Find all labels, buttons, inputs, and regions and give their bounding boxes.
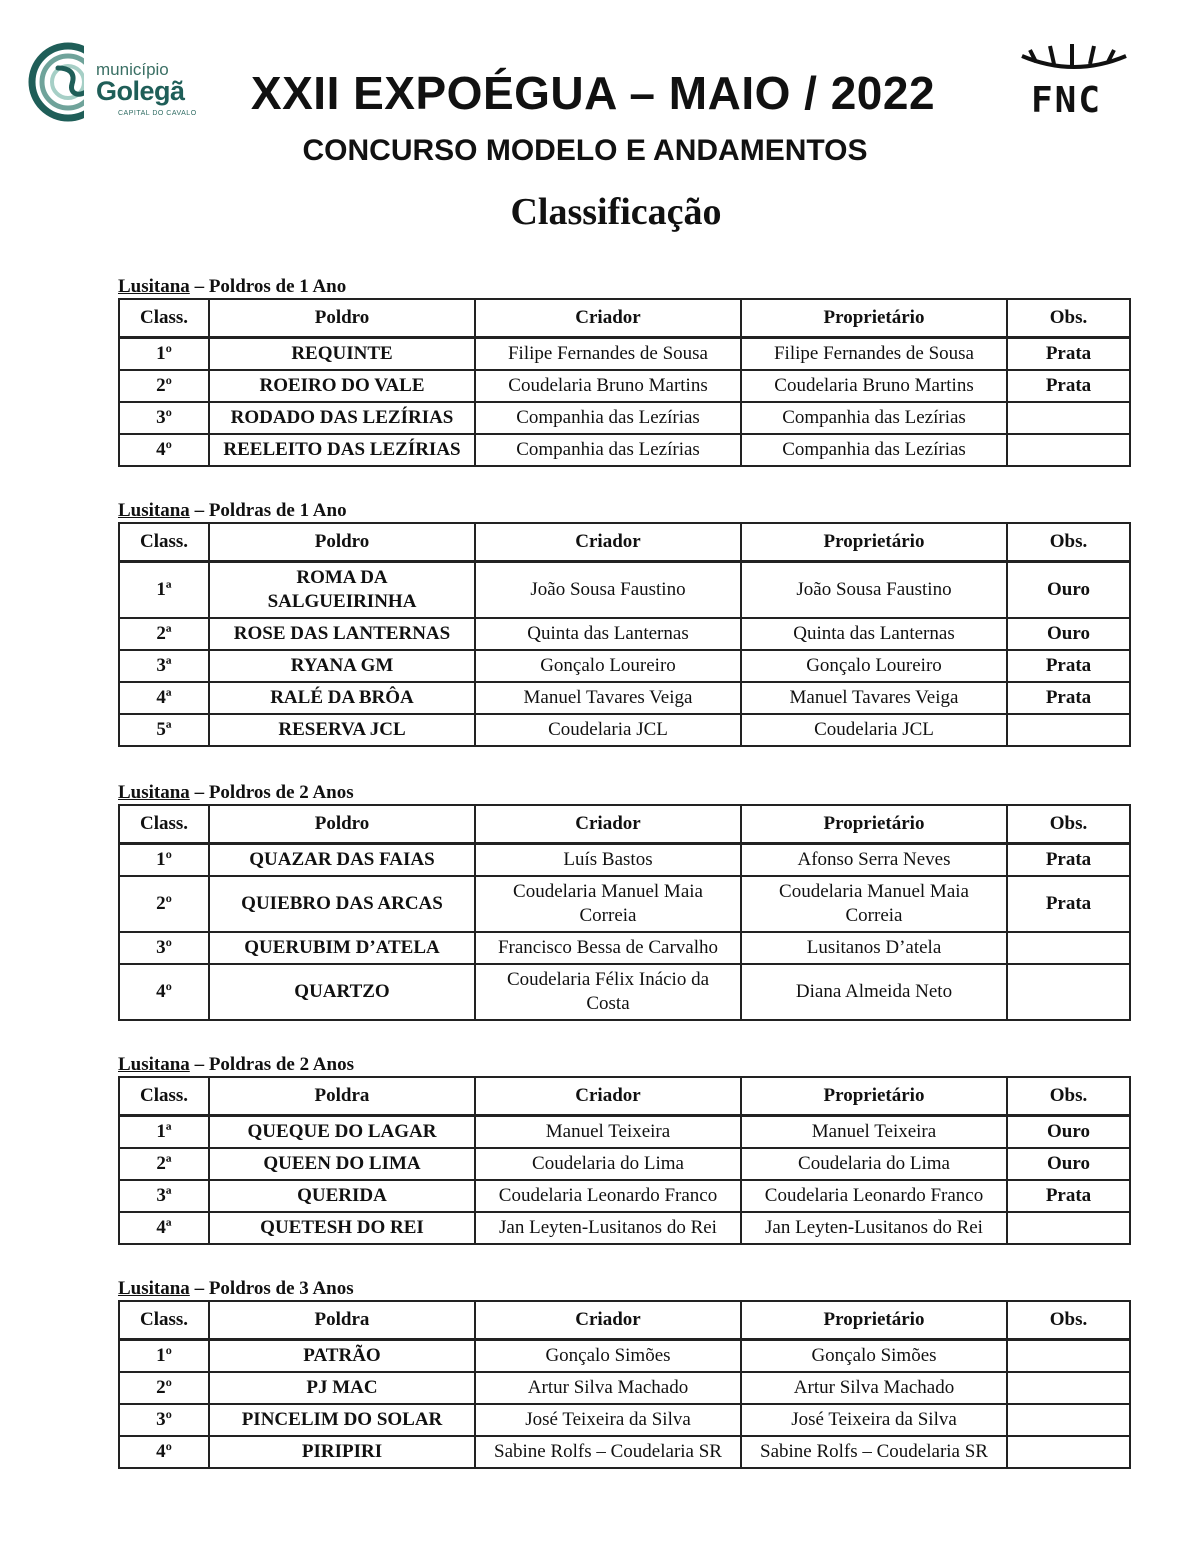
animal-cell: ROMA DA SALGUEIRINHA bbox=[209, 562, 475, 619]
rank-cell: 5ª bbox=[119, 714, 209, 746]
obs-cell bbox=[1007, 434, 1130, 466]
contest-subtitle: CONCURSO MODELO E ANDAMENTOS bbox=[302, 134, 868, 167]
breeder-cell: José Teixeira da Silva bbox=[475, 1404, 741, 1436]
breeder-cell: Coudelaria Bruno Martins bbox=[475, 370, 741, 402]
obs-cell bbox=[1007, 1436, 1130, 1468]
animal-cell: QUEQUE DO LAGAR bbox=[209, 1116, 475, 1149]
owner-cell: Sabine Rolfs – Coudelaria SR bbox=[741, 1436, 1007, 1468]
header-breeder: Criador bbox=[475, 1301, 741, 1340]
animal-cell: QUERIDA bbox=[209, 1180, 475, 1212]
header-class: Class. bbox=[119, 805, 209, 844]
table-row bbox=[119, 338, 1130, 371]
table-row bbox=[119, 562, 1130, 619]
rank-cell: 4º bbox=[119, 1436, 209, 1468]
rank-cell: 1º bbox=[119, 338, 209, 371]
owner-cell: Coudelaria Bruno Martins bbox=[741, 370, 1007, 402]
owner-cell: Gonçalo Loureiro bbox=[741, 650, 1007, 682]
animal-cell: PINCELIM DO SOLAR bbox=[209, 1404, 475, 1436]
owner-cell: Manuel Teixeira bbox=[741, 1116, 1007, 1149]
rank-cell: 2º bbox=[119, 370, 209, 402]
obs-cell: Prata bbox=[1007, 682, 1130, 714]
obs-cell: Prata bbox=[1007, 876, 1130, 932]
header-owner: Proprietário bbox=[741, 1301, 1007, 1340]
animal-cell: QUEEN DO LIMA bbox=[209, 1148, 475, 1180]
animal-cell: PIRIPIRI bbox=[209, 1436, 475, 1468]
section-breed: Lusitana bbox=[118, 276, 190, 297]
rank-cell: 3ª bbox=[119, 1180, 209, 1212]
table-row bbox=[119, 876, 1130, 932]
table-row bbox=[119, 434, 1130, 466]
section-category: – Poldros de 3 Anos bbox=[189, 1278, 354, 1299]
header-obs: Obs. bbox=[1007, 805, 1130, 844]
owner-cell: Coudelaria do Lima bbox=[741, 1148, 1007, 1180]
obs-cell: Ouro bbox=[1007, 618, 1130, 650]
header-class: Class. bbox=[119, 1301, 209, 1340]
owner-cell: Coudelaria Leonardo Franco bbox=[741, 1180, 1007, 1212]
table-row bbox=[119, 370, 1130, 402]
municipio-golega-logo bbox=[28, 38, 213, 126]
obs-cell: Prata bbox=[1007, 1180, 1130, 1212]
table-row bbox=[119, 1180, 1130, 1212]
obs-cell bbox=[1007, 1372, 1130, 1404]
results-table bbox=[118, 1300, 1131, 1469]
owner-cell: Coudelaria Manuel Maia Correia bbox=[741, 876, 1007, 932]
animal-cell: PJ MAC bbox=[209, 1372, 475, 1404]
header-animal: Poldro bbox=[209, 805, 475, 844]
header-animal: Poldra bbox=[209, 1301, 475, 1340]
section-breed: Lusitana bbox=[118, 1054, 190, 1075]
owner-cell: José Teixeira da Silva bbox=[741, 1404, 1007, 1436]
rank-cell: 4º bbox=[119, 964, 209, 1020]
table-header-row bbox=[119, 1301, 1130, 1340]
header-owner: Proprietário bbox=[741, 299, 1007, 338]
obs-cell bbox=[1007, 1212, 1130, 1244]
rank-cell: 3ª bbox=[119, 650, 209, 682]
header-obs: Obs. bbox=[1007, 523, 1130, 562]
rank-cell: 2ª bbox=[119, 1148, 209, 1180]
table-row bbox=[119, 650, 1130, 682]
obs-cell bbox=[1007, 932, 1130, 964]
rank-cell: 2ª bbox=[119, 618, 209, 650]
fnc-logo-text: FNC bbox=[1031, 80, 1103, 121]
breeder-cell: Luís Bastos bbox=[475, 844, 741, 877]
table-row bbox=[119, 1116, 1130, 1149]
breeder-cell: Artur Silva Machado bbox=[475, 1372, 741, 1404]
owner-cell: Companhia das Lezírias bbox=[741, 402, 1007, 434]
section-title bbox=[118, 782, 1131, 804]
breeder-cell: Gonçalo Loureiro bbox=[475, 650, 741, 682]
table-row bbox=[119, 1404, 1130, 1436]
owner-cell: Gonçalo Simões bbox=[741, 1340, 1007, 1373]
owner-cell: João Sousa Faustino bbox=[741, 562, 1007, 619]
rank-cell: 1º bbox=[119, 844, 209, 877]
owner-cell: Companhia das Lezírias bbox=[741, 434, 1007, 466]
animal-cell: ROSE DAS LANTERNAS bbox=[209, 618, 475, 650]
owner-cell: Filipe Fernandes de Sousa bbox=[741, 338, 1007, 371]
results-table bbox=[118, 298, 1131, 467]
section-title bbox=[118, 276, 1131, 298]
header-class: Class. bbox=[119, 1077, 209, 1116]
table-header-row bbox=[119, 805, 1130, 844]
section-title bbox=[118, 500, 1131, 522]
section-poldras-2-anos bbox=[118, 1054, 1131, 1245]
results-table bbox=[118, 522, 1131, 747]
table-row bbox=[119, 714, 1130, 746]
fnc-logo bbox=[1014, 42, 1134, 122]
section-poldros-1-ano bbox=[118, 276, 1131, 467]
breeder-cell: Coudelaria do Lima bbox=[475, 1148, 741, 1180]
header-breeder: Criador bbox=[475, 805, 741, 844]
owner-cell: Diana Almeida Neto bbox=[741, 964, 1007, 1020]
header-owner: Proprietário bbox=[741, 523, 1007, 562]
animal-cell: ROEIRO DO VALE bbox=[209, 370, 475, 402]
rank-cell: 3º bbox=[119, 402, 209, 434]
breeder-cell: Quinta das Lanternas bbox=[475, 618, 741, 650]
table-row bbox=[119, 1436, 1130, 1468]
section-breed: Lusitana bbox=[118, 500, 190, 521]
logo-municipio-text: município bbox=[96, 60, 169, 79]
animal-cell: RESERVA JCL bbox=[209, 714, 475, 746]
section-category: – Poldros de 1 Ano bbox=[189, 276, 347, 297]
table-row bbox=[119, 932, 1130, 964]
header-breeder: Criador bbox=[475, 1077, 741, 1116]
breeder-cell: Coudelaria Manuel Maia Correia bbox=[475, 876, 741, 932]
obs-cell bbox=[1007, 402, 1130, 434]
results-table bbox=[118, 1076, 1131, 1245]
animal-cell: REELEITO DAS LEZÍRIAS bbox=[209, 434, 475, 466]
table-header-row bbox=[119, 523, 1130, 562]
rank-cell: 4ª bbox=[119, 1212, 209, 1244]
owner-cell: Jan Leyten-Lusitanos do Rei bbox=[741, 1212, 1007, 1244]
breeder-cell: Manuel Tavares Veiga bbox=[475, 682, 741, 714]
breeder-cell: Manuel Teixeira bbox=[475, 1116, 741, 1149]
header-animal: Poldro bbox=[209, 523, 475, 562]
rank-cell: 3º bbox=[119, 932, 209, 964]
owner-cell: Quinta das Lanternas bbox=[741, 618, 1007, 650]
owner-cell: Lusitanos D’atela bbox=[741, 932, 1007, 964]
animal-cell: QUARTZO bbox=[209, 964, 475, 1020]
table-row bbox=[119, 682, 1130, 714]
section-breed: Lusitana bbox=[118, 1278, 190, 1299]
obs-cell bbox=[1007, 714, 1130, 746]
section-category: – Poldros de 2 Anos bbox=[189, 782, 354, 803]
animal-cell: QUERUBIM D’ATELA bbox=[209, 932, 475, 964]
header-owner: Proprietário bbox=[741, 1077, 1007, 1116]
header-animal: Poldro bbox=[209, 299, 475, 338]
breeder-cell: Companhia das Lezírias bbox=[475, 402, 741, 434]
section-category: – Poldras de 1 Ano bbox=[189, 500, 347, 521]
results-table bbox=[118, 804, 1131, 1021]
obs-cell: Prata bbox=[1007, 844, 1130, 877]
obs-cell: Ouro bbox=[1007, 1148, 1130, 1180]
animal-cell: QUIEBRO DAS ARCAS bbox=[209, 876, 475, 932]
owner-cell: Artur Silva Machado bbox=[741, 1372, 1007, 1404]
breeder-cell: Coudelaria Leonardo Franco bbox=[475, 1180, 741, 1212]
section-poldras-1-ano bbox=[118, 500, 1131, 747]
section-breed: Lusitana bbox=[118, 782, 190, 803]
event-title: XXII EXPOÉGUA – MAIO / 2022 bbox=[250, 67, 936, 119]
owner-cell: Coudelaria JCL bbox=[741, 714, 1007, 746]
obs-cell: Prata bbox=[1007, 650, 1130, 682]
breeder-cell: Companhia das Lezírias bbox=[475, 434, 741, 466]
breeder-cell: Gonçalo Simões bbox=[475, 1340, 741, 1373]
section-poldros-3-anos bbox=[118, 1278, 1131, 1469]
breeder-cell: Filipe Fernandes de Sousa bbox=[475, 338, 741, 371]
section-title bbox=[118, 1054, 1131, 1076]
animal-cell: RYANA GM bbox=[209, 650, 475, 682]
owner-cell: Manuel Tavares Veiga bbox=[741, 682, 1007, 714]
header-breeder: Criador bbox=[475, 523, 741, 562]
header-owner: Proprietário bbox=[741, 805, 1007, 844]
rank-cell: 2º bbox=[119, 876, 209, 932]
breeder-cell: João Sousa Faustino bbox=[475, 562, 741, 619]
section-title bbox=[118, 1278, 1131, 1300]
obs-cell: Ouro bbox=[1007, 562, 1130, 619]
breeder-cell: Coudelaria JCL bbox=[475, 714, 741, 746]
obs-cell: Prata bbox=[1007, 338, 1130, 371]
rank-cell: 4º bbox=[119, 434, 209, 466]
breeder-cell: Sabine Rolfs – Coudelaria SR bbox=[475, 1436, 741, 1468]
animal-cell: QUAZAR DAS FAIAS bbox=[209, 844, 475, 877]
obs-cell bbox=[1007, 1404, 1130, 1436]
table-row bbox=[119, 1340, 1130, 1373]
table-header-row bbox=[119, 299, 1130, 338]
table-row bbox=[119, 1148, 1130, 1180]
rank-cell: 1º bbox=[119, 1340, 209, 1373]
table-row bbox=[119, 1372, 1130, 1404]
rank-cell: 4ª bbox=[119, 682, 209, 714]
table-row bbox=[119, 618, 1130, 650]
animal-cell: RALÉ DA BRÔA bbox=[209, 682, 475, 714]
table-row bbox=[119, 1212, 1130, 1244]
table-row bbox=[119, 964, 1130, 1020]
animal-cell: PATRÃO bbox=[209, 1340, 475, 1373]
header-breeder: Criador bbox=[475, 299, 741, 338]
logo-capital-text: CAPITAL DO CAVALO bbox=[118, 110, 197, 117]
table-row bbox=[119, 402, 1130, 434]
obs-cell: Prata bbox=[1007, 370, 1130, 402]
header-class: Class. bbox=[119, 523, 209, 562]
header-obs: Obs. bbox=[1007, 1077, 1130, 1116]
rank-cell: 3º bbox=[119, 1404, 209, 1436]
animal-cell: REQUINTE bbox=[209, 338, 475, 371]
breeder-cell: Coudelaria Félix Inácio da Costa bbox=[475, 964, 741, 1020]
logo-golega-text: Golegã bbox=[96, 76, 185, 106]
rank-cell: 1ª bbox=[119, 1116, 209, 1149]
animal-cell: QUETESH DO REI bbox=[209, 1212, 475, 1244]
animal-cell: RODADO DAS LEZÍRIAS bbox=[209, 402, 475, 434]
crown-icon bbox=[1014, 42, 1134, 82]
section-category: – Poldras de 2 Anos bbox=[189, 1054, 354, 1075]
owner-cell: Afonso Serra Neves bbox=[741, 844, 1007, 877]
header-obs: Obs. bbox=[1007, 299, 1130, 338]
table-header-row bbox=[119, 1077, 1130, 1116]
page-header bbox=[0, 0, 1184, 260]
rank-cell: 1ª bbox=[119, 562, 209, 619]
header-obs: Obs. bbox=[1007, 1301, 1130, 1340]
obs-cell: Ouro bbox=[1007, 1116, 1130, 1149]
obs-cell bbox=[1007, 1340, 1130, 1373]
breeder-cell: Francisco Bessa de Carvalho bbox=[475, 932, 741, 964]
breeder-cell: Jan Leyten-Lusitanos do Rei bbox=[475, 1212, 741, 1244]
header-class: Class. bbox=[119, 299, 209, 338]
classification-title: Classificação bbox=[510, 191, 722, 233]
rank-cell: 2º bbox=[119, 1372, 209, 1404]
obs-cell bbox=[1007, 964, 1130, 1020]
table-row bbox=[119, 844, 1130, 877]
header-animal: Poldra bbox=[209, 1077, 475, 1116]
section-poldros-2-anos bbox=[118, 782, 1131, 1021]
